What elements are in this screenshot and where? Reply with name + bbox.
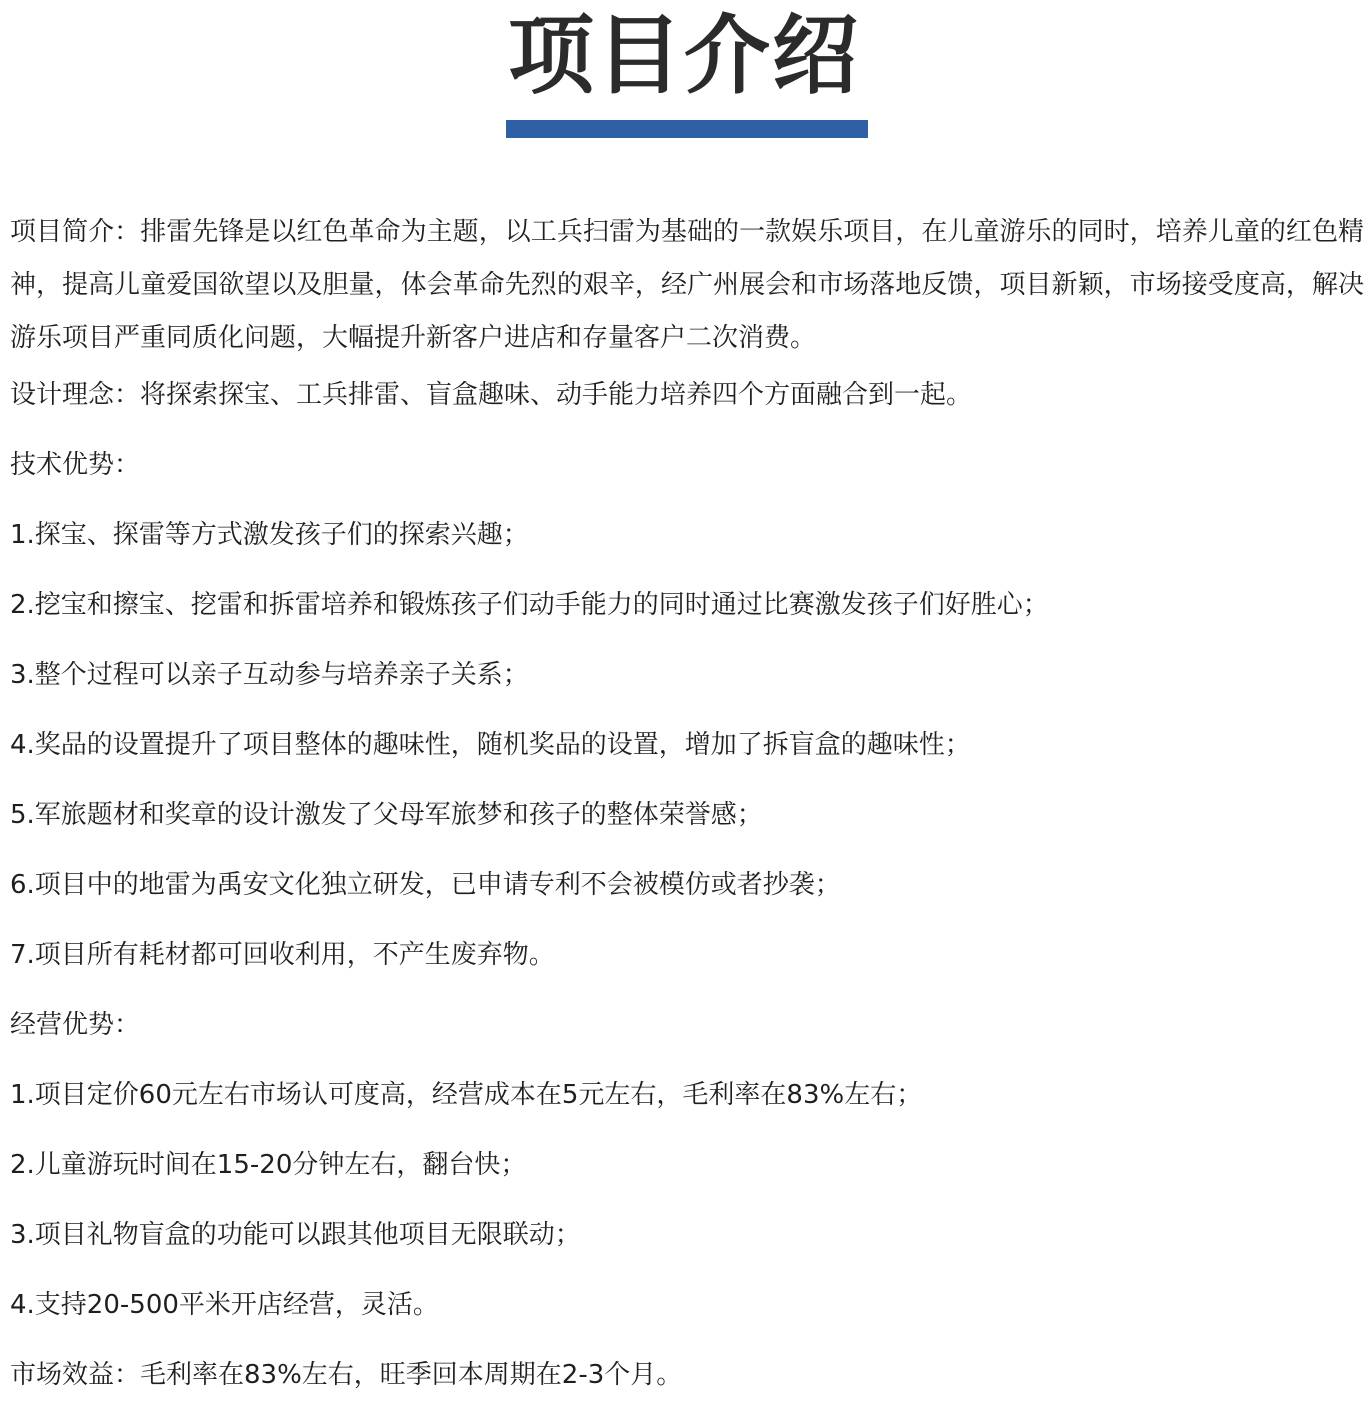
business-advantage-item: 2.儿童游玩时间在15-20分钟左右，翻台快； — [10, 1150, 527, 1180]
tech-advantage-item: 6.项目中的地雷为禹安文化独立研发，已申请专利不会被模仿或者抄袭； — [10, 870, 841, 900]
design-concept-line: 设计理念：将探索探宝、工兵排雷、盲盒趣味、动手能力培养四个方面融合到一起。 — [10, 380, 973, 410]
business-advantage-item: 4.支持20-500平米开店经营，灵活。 — [10, 1290, 439, 1320]
title-underline-bar — [506, 120, 868, 138]
tech-advantage-item: 7.项目所有耗材都可回收利用，不产生废弃物。 — [10, 940, 555, 970]
business-advantage-item: 1.项目定价60元左右市场认可度高，经营成本在5元左右，毛利率在83%左右； — [10, 1080, 923, 1110]
tech-advantages-heading: 技术优势： — [10, 450, 141, 480]
business-advantage-item: 3.项目礼物盲盒的功能可以跟其他项目无限联动； — [10, 1220, 581, 1250]
article-body — [10, 206, 1364, 1425]
market-benefit-line: 市场效益：毛利率在83%左右，旺季回本周期在2-3个月。 — [10, 1360, 683, 1390]
tech-advantage-item: 1.探宝、探雷等方式激发孩子们的探索兴趣； — [10, 520, 529, 550]
tech-advantage-item: 4.奖品的设置提升了项目整体的趣味性，随机奖品的设置，增加了拆盲盒的趣味性； — [10, 730, 971, 760]
page-title: 项目介绍 — [508, 6, 860, 106]
project-intro-paragraph: 项目简介：排雷先锋是以红色革命为主题，以工兵扫雷为基础的一款娱乐项目，在儿童游乐的同时，培养儿童的红色精神，提高儿童爱国欲望以及胆量，体会革命先烈的艰辛，经广州展会和市场落地反馈，项目新颖，市场接受度高，解决游乐项目严重同质化问题，大幅提升新客户进店和存量客户二次消费。 — [10, 217, 1364, 353]
business-advantages-heading: 经营优势： — [10, 1010, 141, 1040]
tech-advantage-item: 3.整个过程可以亲子互动参与培养亲子关系； — [10, 660, 529, 690]
tech-advantage-item: 5.军旅题材和奖章的设计激发了父母军旅梦和孩子的整体荣誉感； — [10, 800, 763, 830]
tech-advantage-item: 2.挖宝和擦宝、挖雷和拆雷培养和锻炼孩子们动手能力的同时通过比赛激发孩子们好胜心； — [10, 590, 1049, 620]
